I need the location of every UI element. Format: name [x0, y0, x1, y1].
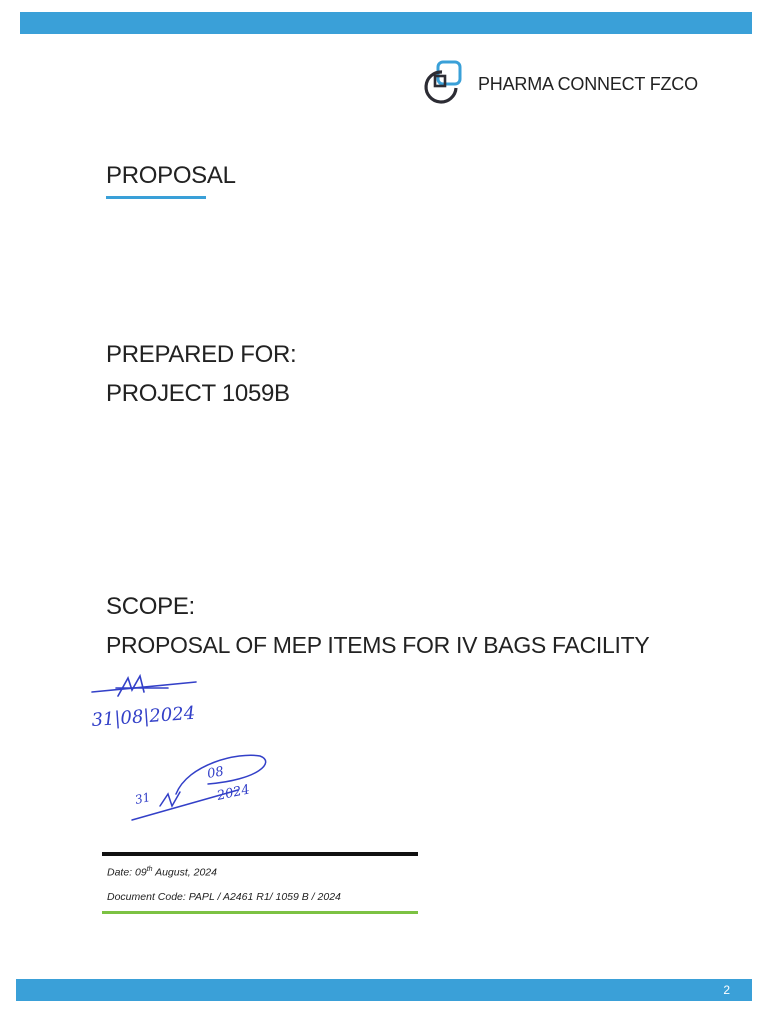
page-title: PROPOSAL [106, 162, 236, 189]
handwritten-date-2-year: 2024 [215, 782, 252, 804]
document-date-ordinal: th [146, 866, 153, 873]
top-accent-bar [20, 12, 752, 34]
page-number: 2 [723, 983, 730, 997]
handwritten-date-2-month: 08 [206, 764, 225, 782]
document-date-prefix: Date: 09 [107, 866, 147, 879]
prepared-for-label: PREPARED FOR: [106, 341, 297, 368]
first-signature [92, 676, 196, 696]
handwritten-date-1: 31|08|2024 [90, 702, 196, 731]
company-logo [418, 58, 698, 110]
scope-label: SCOPE: [106, 593, 195, 620]
project-name: PROJECT 1059B [106, 380, 290, 407]
document-code: Document Code: PAPL / A2461 R1/ 1059 B / 2024 [107, 890, 341, 903]
bottom-accent-bar [16, 979, 752, 1001]
info-top-rule [102, 852, 418, 856]
info-bottom-rule [102, 911, 418, 914]
document-info-block [102, 852, 418, 914]
pharma-connect-logo-icon [418, 58, 472, 110]
document-date [102, 862, 418, 881]
scope-text: PROPOSAL OF MEP ITEMS FOR IV BAGS FACILITY [106, 632, 650, 658]
title-underline [106, 196, 206, 199]
company-name: PHARMA CONNECT FZCO [478, 73, 698, 94]
handwritten-signatures [88, 668, 288, 828]
document-date-rest: August, 2024 [152, 866, 217, 879]
handwritten-date-2-day: 31 [133, 790, 152, 807]
